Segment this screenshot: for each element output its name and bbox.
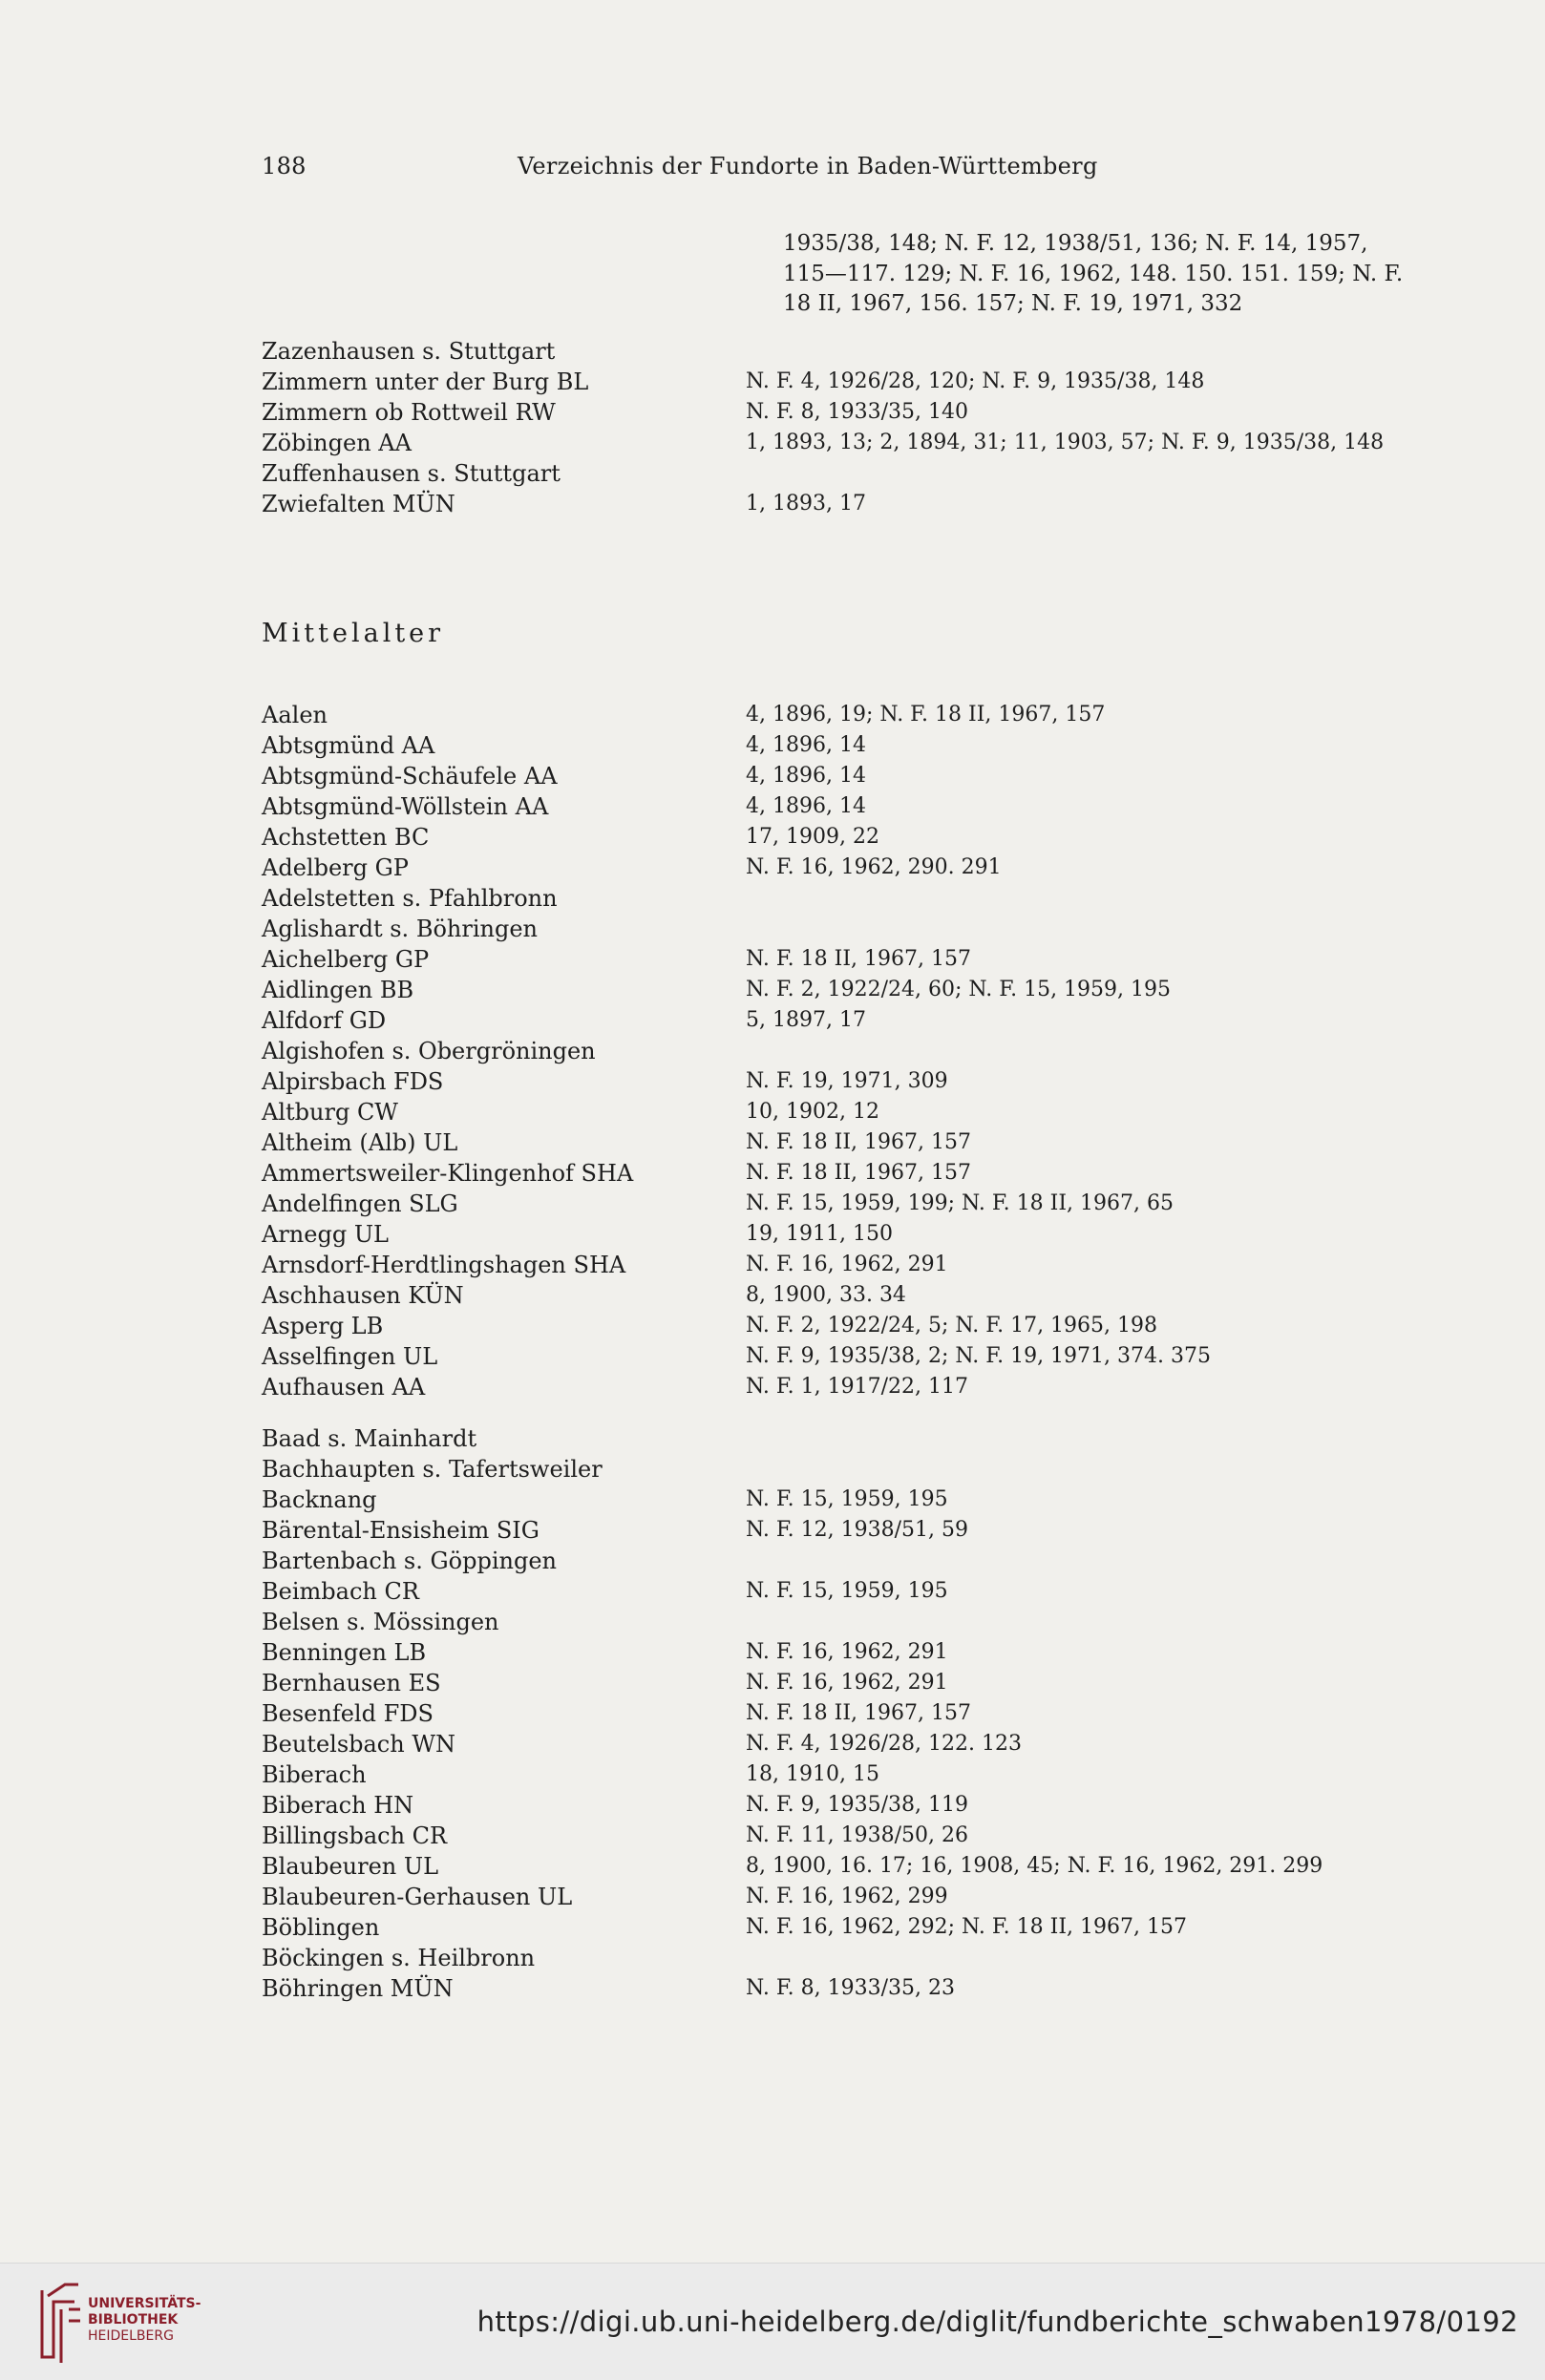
index-entry [262, 1423, 1407, 1454]
place-name: Arnsdorf-Herdtlingshagen SHA [262, 1252, 626, 1278]
index-entry [262, 1576, 1407, 1607]
reference: N. F. 9, 1935/38, 2; N. F. 19, 1971, 374. 375 [746, 1344, 1211, 1368]
index-entry [262, 1454, 1407, 1485]
index-entry [262, 1219, 1407, 1250]
index-entry [262, 397, 1407, 428]
place-name: Zimmern unter der Burg BL [262, 369, 589, 395]
reference: N. F. 16, 1962, 291 [746, 1640, 948, 1664]
place-name: Beimbach CR [262, 1578, 419, 1605]
index-entry [262, 1943, 1407, 1973]
index-entry [262, 458, 1407, 489]
reference: 18, 1910, 15 [746, 1762, 879, 1786]
place-name: Achstetten BC [262, 824, 430, 851]
index-entry [262, 914, 1407, 944]
reference: N. F. 18 II, 1967, 157 [746, 1161, 971, 1185]
index-entry [262, 1485, 1407, 1515]
place-name: Bernhausen ES [262, 1670, 441, 1696]
place-name: Abtsgmünd AA [262, 732, 435, 759]
place-name: Aidlingen BB [262, 977, 414, 1003]
place-name: Aalen [262, 702, 328, 728]
place-name: Besenfeld FDS [262, 1700, 434, 1727]
index-entry [262, 1341, 1407, 1372]
place-name: Abtsgmünd-Schäufele AA [262, 763, 558, 790]
index-entry [262, 1759, 1407, 1790]
reference: N. F. 18 II, 1967, 157 [746, 947, 971, 971]
reference: 19, 1911, 150 [746, 1222, 893, 1246]
running-title: Verzeichnis der Fundorte in Baden-Württemberg [518, 153, 1098, 179]
reference: N. F. 15, 1959, 195 [746, 1487, 948, 1511]
place-name: Baad s. Mainhardt [262, 1425, 477, 1452]
index-entry [262, 1973, 1407, 2004]
reference: N. F. 19, 1971, 309 [746, 1069, 948, 1093]
place-name: Arnegg UL [262, 1221, 389, 1248]
index-entry [262, 1546, 1407, 1576]
place-name: Aufhausen AA [262, 1374, 426, 1401]
place-name: Belsen s. Mössingen [262, 1609, 499, 1635]
index-entry [262, 1127, 1407, 1158]
reference: 4, 1896, 14 [746, 794, 866, 818]
place-name: Alfdorf GD [262, 1007, 387, 1034]
place-name: Altburg CW [262, 1099, 398, 1126]
index-entry [262, 1372, 1407, 1402]
place-name: Böblingen [262, 1914, 380, 1941]
index-entry [262, 1097, 1407, 1127]
reference: N. F. 15, 1959, 199; N. F. 18 II, 1967, 65 [746, 1191, 1174, 1215]
place-name: Biberach HN [262, 1792, 414, 1819]
reference: N. F. 16, 1962, 299 [746, 1885, 948, 1908]
reference: 10, 1902, 12 [746, 1100, 879, 1124]
index-entry [262, 336, 1407, 367]
index-entry [262, 1729, 1407, 1759]
reference: 8, 1900, 33. 34 [746, 1283, 906, 1307]
index-entry [262, 1158, 1407, 1189]
reference: N. F. 9, 1935/38, 119 [746, 1793, 969, 1817]
index-entry [262, 428, 1407, 458]
place-name: Bärental-Ensisheim SIG [262, 1517, 540, 1544]
index-entry [262, 1250, 1407, 1280]
place-name: Zimmern ob Rottweil RW [262, 399, 556, 426]
index-entry [262, 1668, 1407, 1698]
reference: 1, 1893, 13; 2, 1894, 31; 11, 1903, 57; N. F. 9, 1935/38, 148 [746, 431, 1385, 454]
reference: N. F. 16, 1962, 291 [746, 1671, 948, 1695]
index-entry [262, 1189, 1407, 1219]
reference: N. F. 2, 1922/24, 5; N. F. 17, 1965, 198 [746, 1314, 1158, 1337]
reference: N. F. 16, 1962, 290. 291 [746, 855, 1002, 879]
reference: N. F. 18 II, 1967, 157 [746, 1130, 971, 1154]
place-name: Blaubeuren-Gerhausen UL [262, 1884, 573, 1910]
index-entry [262, 853, 1407, 883]
reference: N. F. 1, 1917/22, 117 [746, 1375, 969, 1399]
index-entry [262, 1882, 1407, 1912]
reference: 4, 1896, 14 [746, 733, 866, 757]
place-name: Benningen LB [262, 1639, 427, 1666]
place-name: Alpirsbach FDS [262, 1068, 444, 1095]
index-entry [262, 1036, 1407, 1066]
place-name: Abtsgmünd-Wöllstein AA [262, 793, 549, 820]
permalink-url[interactable]: https://digi.ub.uni-heidelberg.de/diglit/fundberichte_schwaben1978/0192 [476, 2306, 1518, 2338]
index-entry [262, 822, 1407, 853]
index-entry [262, 1790, 1407, 1821]
place-name: Asselfingen UL [262, 1343, 438, 1370]
index-entry [262, 489, 1407, 519]
index-entry [262, 700, 1407, 730]
index-entry [262, 1515, 1407, 1546]
index-entry [262, 1912, 1407, 1943]
place-name: Beutelsbach WN [262, 1731, 456, 1758]
index-entry [262, 1066, 1407, 1097]
reference: 8, 1900, 16. 17; 16, 1908, 45; N. F. 16, 1962, 291. 299 [746, 1854, 1323, 1878]
reference: 4, 1896, 19; N. F. 18 II, 1967, 157 [746, 703, 1106, 727]
place-name: Billingsbach CR [262, 1822, 448, 1849]
reference: N. F. 11, 1938/50, 26 [746, 1823, 969, 1847]
reference: N. F. 15, 1959, 195 [746, 1579, 948, 1603]
index-entry [262, 1821, 1407, 1851]
reference: N. F. 4, 1926/28, 122. 123 [746, 1732, 1022, 1756]
index-entry [262, 761, 1407, 791]
reference: N. F. 16, 1962, 291 [746, 1253, 948, 1276]
place-name: Algishofen s. Obergröningen [262, 1038, 596, 1064]
place-name: Adelberg GP [262, 854, 409, 881]
section-title: Mittelalter [262, 619, 445, 648]
place-name: Bartenbach s. Göppingen [262, 1548, 557, 1574]
entries-b [262, 1423, 1407, 2004]
reference: 17, 1909, 22 [746, 825, 879, 849]
reference: N. F. 16, 1962, 292; N. F. 18 II, 1967, 157 [746, 1915, 1187, 1939]
library-name: UNIVERSITÄTS- BIBLIOTHEK HEIDELBERG [88, 2296, 201, 2344]
place-name: Zöbingen AA [262, 430, 412, 456]
place-name: Aschhausen KÜN [262, 1282, 464, 1309]
place-name: Zwiefalten MÜN [262, 491, 455, 517]
place-name: Aichelberg GP [262, 946, 430, 973]
place-name: Böhringen MÜN [262, 1975, 454, 2002]
index-entry [262, 975, 1407, 1005]
place-name: Andelfingen SLG [262, 1190, 458, 1217]
reference: N. F. 18 II, 1967, 157 [746, 1701, 971, 1725]
index-entry [262, 730, 1407, 761]
place-name: Aglishardt s. Böhringen [262, 916, 538, 942]
index-entry [262, 1698, 1407, 1729]
place-name: Backnang [262, 1486, 377, 1513]
page-number: 188 [262, 153, 307, 179]
reference: N. F. 8, 1933/35, 23 [746, 1976, 956, 2000]
index-entry [262, 944, 1407, 975]
index-entry [262, 1607, 1407, 1637]
index-entry [262, 791, 1407, 822]
index-entry [262, 1005, 1407, 1036]
reference: 4, 1896, 14 [746, 764, 866, 788]
index-entry [262, 883, 1407, 914]
place-name: Adelstetten s. Pfahlbronn [262, 885, 558, 912]
continued-reference: 1935/38, 148; N. F. 12, 1938/51, 136; N. F. 14, 1957, 115—117. 129; N. F. 16, 1962, 148. 150. 151. 159; N. F. 18 II, 1967, 156. 157; N. F. 19, 1971, 332 [783, 231, 1404, 316]
viewer-footer [0, 2263, 1545, 2380]
index-entry [262, 1280, 1407, 1311]
place-name: Asperg LB [262, 1313, 384, 1339]
place-name: Böckingen s. Heilbronn [262, 1945, 536, 1971]
place-name: Ammertsweiler-Klingenhof SHA [262, 1160, 634, 1187]
index-entry [262, 367, 1407, 397]
place-name: Bachhaupten s. Tafertsweiler [262, 1456, 603, 1483]
index-entry [262, 1851, 1407, 1882]
place-name: Zazenhausen s. Stuttgart [262, 338, 556, 365]
reference: N. F. 4, 1926/28, 120; N. F. 9, 1935/38, 148 [746, 369, 1205, 393]
reference: 1, 1893, 17 [746, 492, 866, 516]
place-name: Altheim (Alb) UL [262, 1129, 458, 1156]
reference: N. F. 2, 1922/24, 60; N. F. 15, 1959, 195 [746, 978, 1172, 1001]
place-name: Zuffenhausen s. Stuttgart [262, 460, 561, 487]
index-entry [262, 1637, 1407, 1668]
place-name: Blaubeuren UL [262, 1853, 439, 1880]
place-name: Biberach [262, 1761, 367, 1788]
reference: N. F. 12, 1938/51, 59 [746, 1518, 969, 1542]
reference: N. F. 8, 1933/35, 140 [746, 400, 969, 424]
entries-top [262, 336, 1407, 519]
index-entry [262, 1311, 1407, 1341]
reference: 5, 1897, 17 [746, 1008, 866, 1032]
entries-a [262, 700, 1407, 1402]
